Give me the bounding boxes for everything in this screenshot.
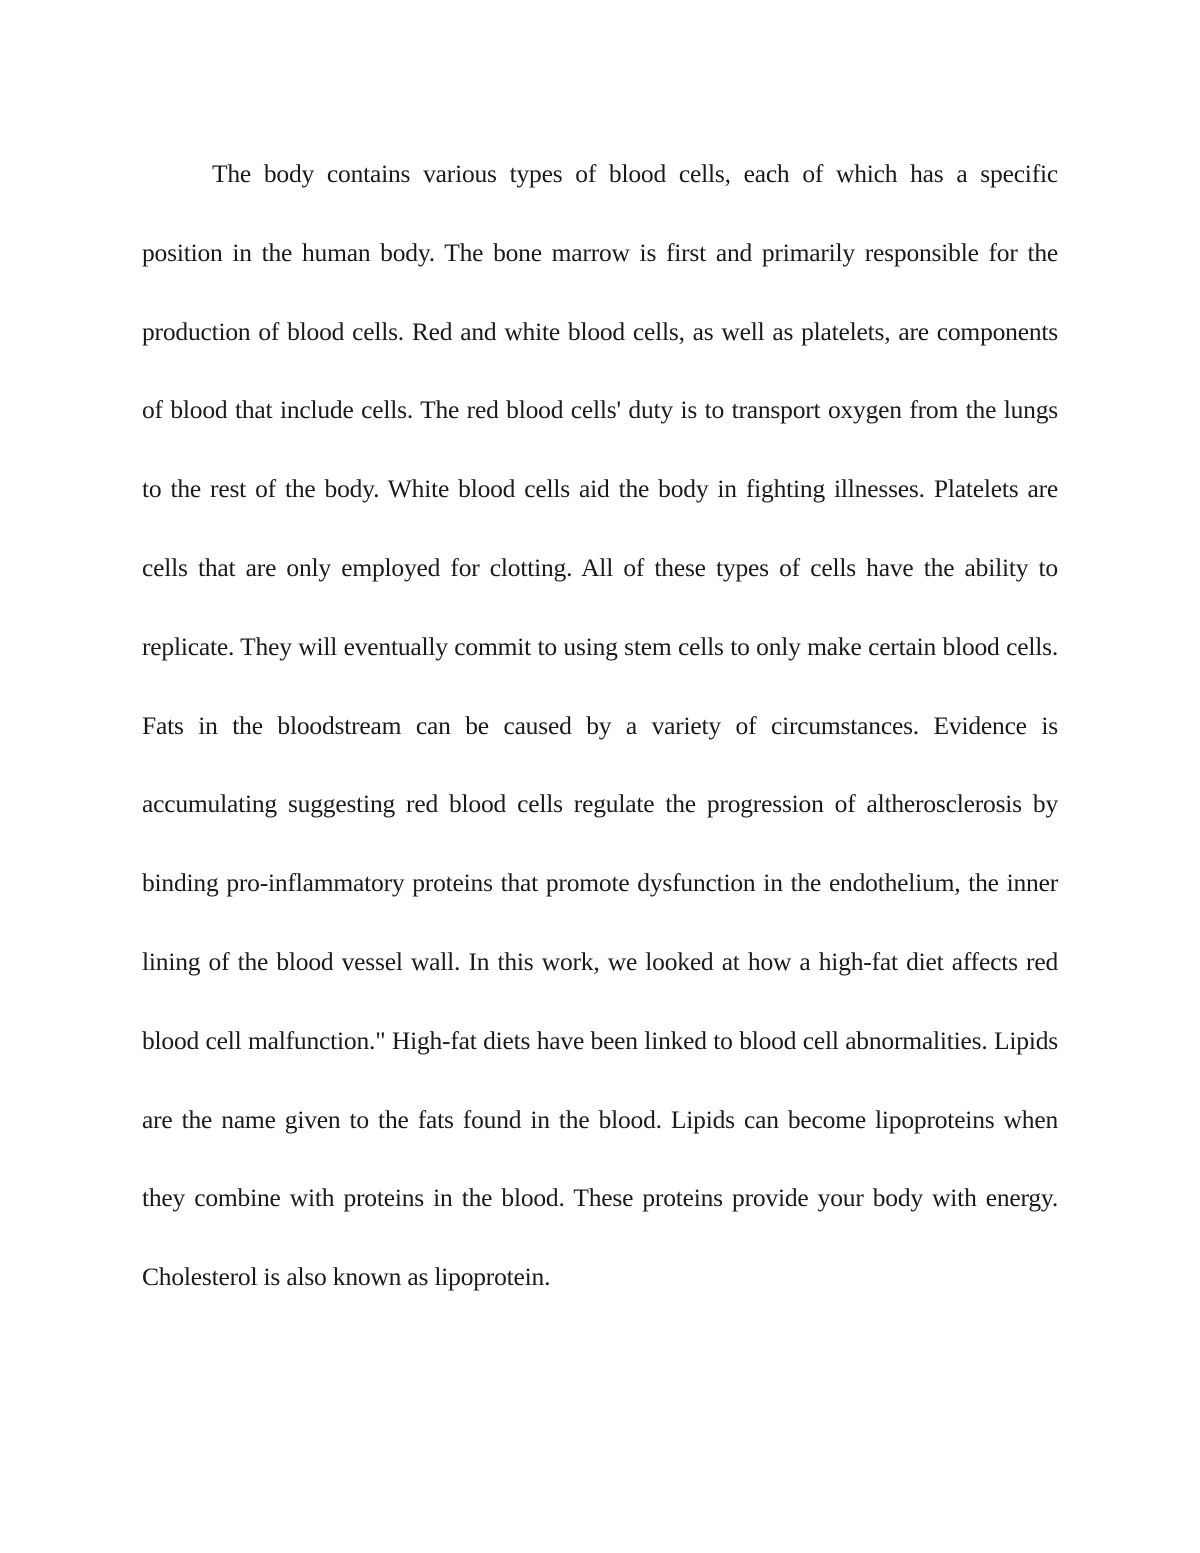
body-paragraph: The body contains various types of blood cells, each of which has a specific position in the human body. The bone marrow is first and primarily responsible for the production of blood cells. Red and white blood cells, as well as platelets, are components of blood that include cells. The red blood cells' duty is to transport oxygen from the lungs to the rest of the body. White blood cells aid the body in fighting illnesses. Platelets are cells that are only employed for clotting. All of these types of cells have the ability to replicate. They will eventually commit to using stem cells to only make certain blood cells. Fats in the bloodstream can be caused by a variety of circumstances. Evidence is accumulating suggesting red blood cells regulate the progression of altherosclerosis by binding pro-inflammatory proteins that promote dysfunction in the endothelium, the inner lining of the blood vessel wall. In this work, we looked at how a high-fat diet affects red blood cell malfunction." High-fat diets have been linked to blood cell abnormalities. Lipids are the name given to the fats found in the blood. Lipids can become lipoproteins when they combine with proteins in the blood. These proteins provide your body with energy. Cholesterol is also known as lipoprotein. (142, 159, 1058, 1292)
